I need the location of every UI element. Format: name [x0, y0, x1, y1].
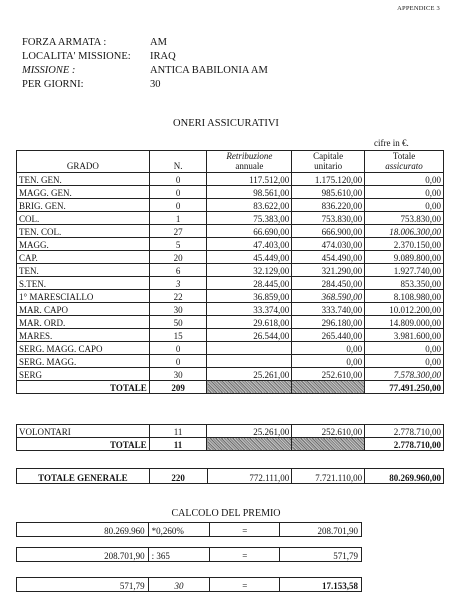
row-n: 3	[149, 276, 207, 289]
table-row	[17, 172, 444, 185]
table-row	[17, 367, 444, 380]
calc-1-equals: =	[210, 523, 280, 537]
totale-shaded-cell	[292, 380, 365, 393]
table-body	[17, 172, 444, 380]
table-row	[17, 341, 444, 354]
calc-row-3	[16, 577, 362, 592]
table-row	[17, 276, 444, 289]
totale-generale-n: 220	[149, 469, 207, 484]
row-retribuzione: 25.261,00	[207, 367, 292, 380]
col-header-totale	[365, 151, 444, 173]
row-totale: 8.108.980,00	[365, 289, 444, 302]
calc-title-text: CALCOLO DEL PREMIO	[171, 508, 281, 519]
col-header-capitale	[292, 151, 365, 173]
row-grado: TEN.	[17, 263, 150, 276]
row-capitale: 252.610,00	[292, 367, 365, 380]
row-retribuzione	[207, 341, 292, 354]
row-grado: MAR. ORD.	[17, 315, 150, 328]
totale-shaded-cell	[207, 380, 292, 393]
header-label-giorni: PER GIORNI:	[22, 79, 84, 90]
totale-label: TOTALE	[17, 380, 150, 393]
row-n: 0	[149, 185, 207, 198]
totale-n: 209	[149, 380, 207, 393]
row-capitale: 0,00	[292, 354, 365, 367]
row-totale: 10.012.200,00	[365, 302, 444, 315]
currency-note: cifre in €.	[374, 138, 409, 148]
row-totale: 14.809.000,00	[365, 315, 444, 328]
section-title: ONERI ASSICURATIVI	[173, 118, 279, 129]
row-retribuzione: 26.544,00	[207, 328, 292, 341]
row-n: 5	[149, 237, 207, 250]
calc-3-operand: 571,79	[17, 578, 149, 592]
row-capitale: 333.740,00	[292, 302, 365, 315]
table-row	[17, 198, 444, 211]
row-capitale: 284.450,00	[292, 276, 365, 289]
table-row	[17, 302, 444, 315]
row-totale: 0,00	[365, 185, 444, 198]
header-value-giorni: 30	[150, 79, 161, 90]
row-capitale: 454.490,00	[292, 250, 365, 263]
totale-generale-label: TOTALE GENERALE	[17, 469, 150, 484]
calc-1-operand: 80.269.960	[17, 523, 149, 537]
row-capitale: 1.175.120,00	[292, 172, 365, 185]
row-n: 30	[149, 367, 207, 380]
row-totale: 9.089.800,00	[365, 250, 444, 263]
header-label-missione: MISSIONE :	[22, 65, 76, 76]
totale-generale-capitale: 7.721.110,00	[292, 469, 365, 484]
row-retribuzione: 66.690,00	[207, 224, 292, 237]
volontari-table	[16, 424, 444, 451]
calc-row-2	[16, 547, 362, 562]
row-n: 27	[149, 224, 207, 237]
header-value-missione: ANTICA BABILONIA AM	[150, 65, 268, 76]
table-row	[17, 211, 444, 224]
row-totale: 0,00	[365, 198, 444, 211]
volontari-totale-label: TOTALE	[17, 438, 150, 451]
row-n: 15	[149, 328, 207, 341]
row-capitale: 985.610,00	[292, 185, 365, 198]
row-grado: 1° MARESCIALLO	[17, 289, 150, 302]
totale-generale-retribuzione: 772.111,00	[207, 469, 292, 484]
totale-generale-row	[17, 469, 444, 484]
appendix-label: APPENDICE 3	[397, 5, 440, 12]
row-totale: 18.006.300,00	[365, 224, 444, 237]
row-retribuzione: 83.622,00	[207, 198, 292, 211]
row-retribuzione: 98.561,00	[207, 185, 292, 198]
calc-2-operand: 208.701,90	[17, 548, 149, 562]
totale-generale-table	[16, 468, 444, 484]
row-retribuzione: 45.449,00	[207, 250, 292, 263]
table-row	[17, 328, 444, 341]
col-header-retribuzione-line1: Retribuzione	[226, 151, 273, 161]
row-grado: MARES.	[17, 328, 150, 341]
row-retribuzione: 29.618,00	[207, 315, 292, 328]
insurance-table	[16, 150, 444, 394]
calc-title	[0, 508, 452, 519]
row-totale: 7.578.300,00	[365, 367, 444, 380]
row-n: 0	[149, 172, 207, 185]
volontari-shaded-cell	[207, 438, 292, 451]
col-header-n: N.	[149, 151, 207, 173]
row-grado: COL.	[17, 211, 150, 224]
row-totale: 0,00	[365, 341, 444, 354]
calc-3-equals: =	[210, 578, 280, 592]
row-capitale: 836.220,00	[292, 198, 365, 211]
row-n: 0	[149, 341, 207, 354]
row-grado: SERG. MAGG.	[17, 354, 150, 367]
col-header-retribuzione	[207, 151, 292, 173]
header-value-localita: IRAQ	[150, 51, 176, 62]
row-grado: S.TEN.	[17, 276, 150, 289]
row-capitale: 265.440,00	[292, 328, 365, 341]
row-capitale: 368.590,00	[292, 289, 365, 302]
header-label-localita: LOCALITA' MISSIONE:	[22, 51, 131, 62]
table-row	[17, 354, 444, 367]
col-header-retribuzione-line2: annuale	[235, 161, 264, 172]
table-row	[17, 224, 444, 237]
row-capitale: 321.290,00	[292, 263, 365, 276]
calc-2-equals: =	[210, 548, 280, 562]
row-totale: 0,00	[365, 354, 444, 367]
row-totale: 2.370.150,00	[365, 237, 444, 250]
calc-row-1	[16, 522, 362, 537]
volontari-totale-row	[17, 438, 444, 451]
header-label-forza-armata: FORZA ARMATA :	[22, 37, 107, 48]
row-totale: 1.927.740,00	[365, 263, 444, 276]
row-grado: SERG	[17, 367, 150, 380]
calc-3-operator: 30	[148, 578, 210, 592]
row-n: 30	[149, 302, 207, 315]
row-totale: 853.350,00	[365, 276, 444, 289]
volontari-totale: 2.778.710,00	[365, 425, 444, 438]
row-n: 0	[149, 354, 207, 367]
volontari-capitale: 252.610,00	[292, 425, 365, 438]
row-grado: TEN. COL.	[17, 224, 150, 237]
row-grado: MAR. CAPO	[17, 302, 150, 315]
row-retribuzione: 33.374,00	[207, 302, 292, 315]
calc-1-operator: *0,260%	[148, 523, 210, 537]
row-n: 6	[149, 263, 207, 276]
row-grado: BRIG. GEN.	[17, 198, 150, 211]
calc-3-result: 17.153,58	[280, 578, 362, 592]
row-grado: TEN. GEN.	[17, 172, 150, 185]
table-row	[17, 237, 444, 250]
row-retribuzione	[207, 354, 292, 367]
row-capitale: 296.180,00	[292, 315, 365, 328]
volontari-totale-n: 11	[149, 438, 207, 451]
row-totale: 753.830,00	[365, 211, 444, 224]
table-row	[17, 263, 444, 276]
header-value-forza-armata: AM	[150, 37, 167, 48]
row-grado: MAGG.	[17, 237, 150, 250]
row-retribuzione: 36.859,00	[207, 289, 292, 302]
totale-amount: 77.491.250,00	[365, 380, 444, 393]
table-row	[17, 315, 444, 328]
row-n: 0	[149, 198, 207, 211]
row-retribuzione: 117.512,00	[207, 172, 292, 185]
col-header-totale-line2: assicurato	[385, 161, 423, 172]
row-n: 20	[149, 250, 207, 263]
row-n: 22	[149, 289, 207, 302]
row-grado: SERG. MAGG. CAPO	[17, 341, 150, 354]
calc-2-result: 571,79	[280, 548, 362, 562]
row-grado: CAP.	[17, 250, 150, 263]
volontari-row	[17, 425, 444, 438]
row-n: 50	[149, 315, 207, 328]
calc-2-operator: : 365	[148, 548, 210, 562]
totale-row	[17, 380, 444, 393]
row-retribuzione: 47.403,00	[207, 237, 292, 250]
row-retribuzione: 75.383,00	[207, 211, 292, 224]
row-retribuzione: 32.129,00	[207, 263, 292, 276]
table-row	[17, 289, 444, 302]
volontari-grado: VOLONTARI	[17, 425, 150, 438]
row-capitale: 0,00	[292, 341, 365, 354]
calc-1-result: 208.701,90	[280, 523, 362, 537]
col-header-capitale-line2: unitario	[314, 161, 343, 172]
row-capitale: 666.900,00	[292, 224, 365, 237]
volontari-n: 11	[149, 425, 207, 438]
table-header-row	[17, 151, 444, 173]
row-totale: 0,00	[365, 172, 444, 185]
row-grado: MAGG. GEN.	[17, 185, 150, 198]
col-header-totale-line1: Totale	[392, 151, 416, 161]
totale-generale-amount: 80.269.960,00	[365, 469, 444, 484]
row-capitale: 474.030,00	[292, 237, 365, 250]
row-n: 1	[149, 211, 207, 224]
row-totale: 3.981.600,00	[365, 328, 444, 341]
row-retribuzione: 28.445,00	[207, 276, 292, 289]
table-row	[17, 250, 444, 263]
table-row	[17, 185, 444, 198]
volontari-retribuzione: 25.261,00	[207, 425, 292, 438]
row-capitale: 753.830,00	[292, 211, 365, 224]
col-header-capitale-line1: Capitale	[313, 151, 344, 161]
volontari-shaded-cell	[292, 438, 365, 451]
col-header-grado: GRADO	[17, 151, 150, 173]
volontari-totale-amount: 2.778.710,00	[365, 438, 444, 451]
